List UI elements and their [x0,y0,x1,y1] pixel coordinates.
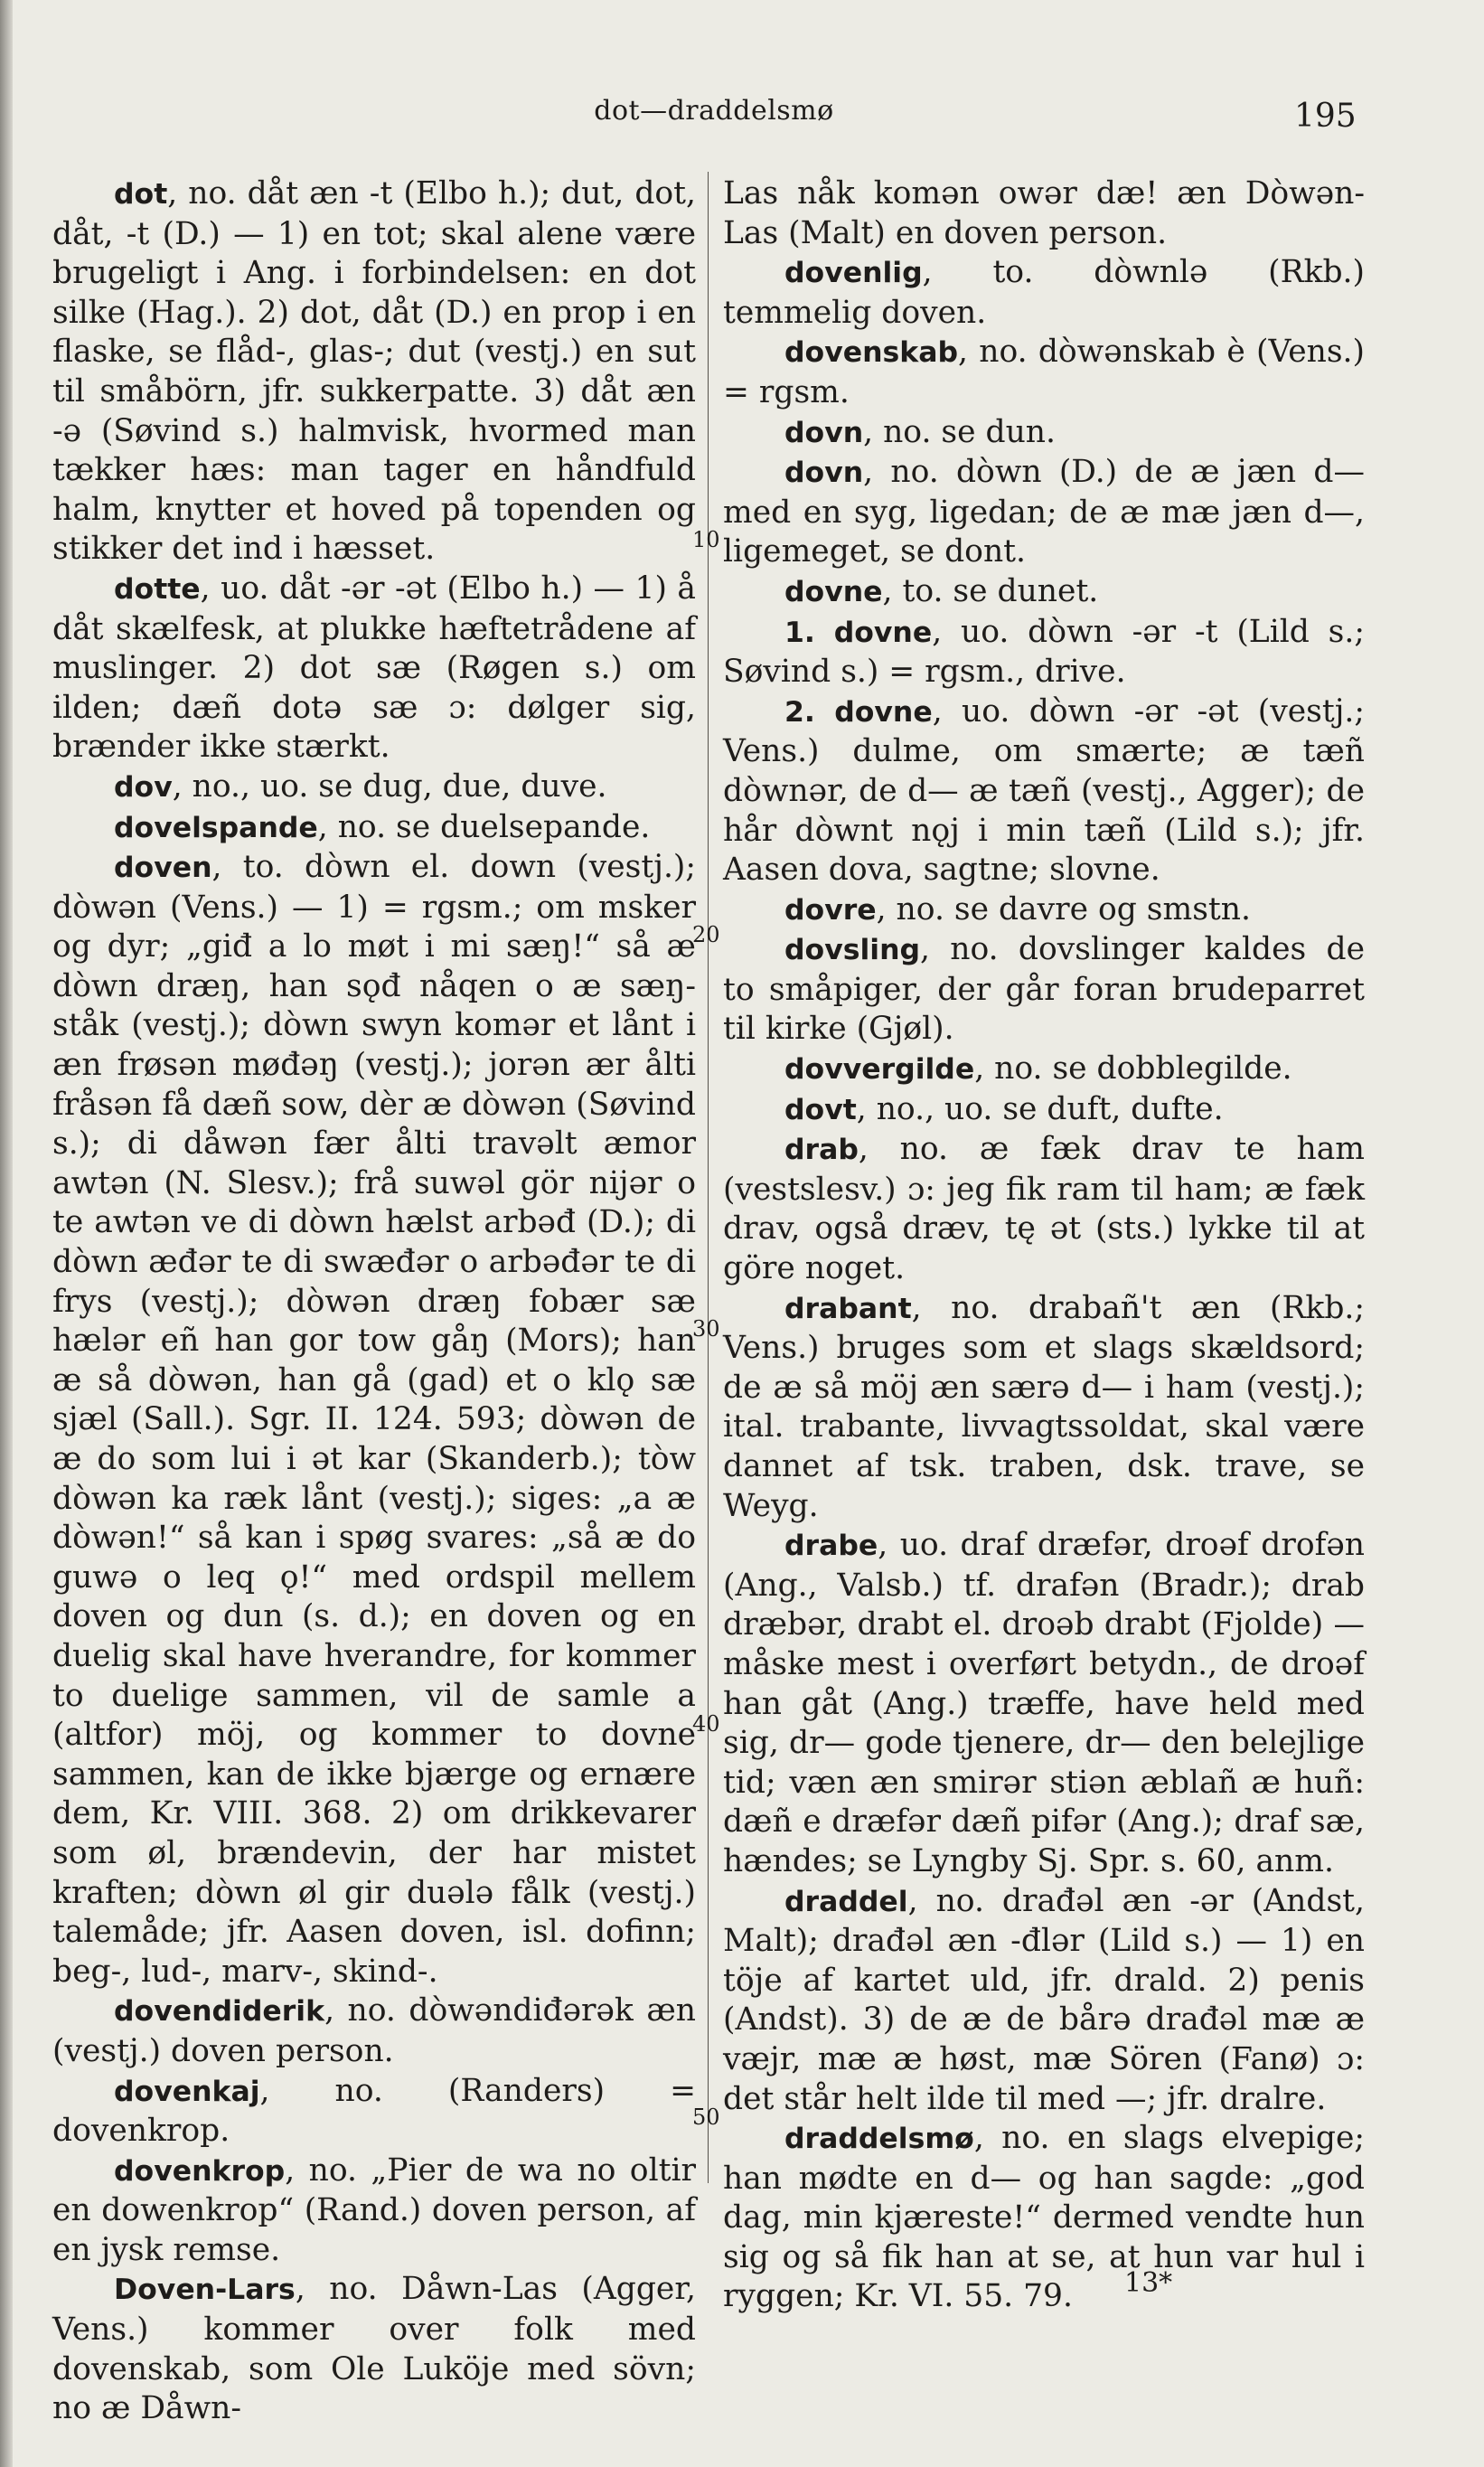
page-number: 195 [1294,98,1357,135]
dictionary-entry [52,2072,696,2152]
dictionary-entry [52,174,696,570]
entry-text: , no. dòwənskab è (Vens.) = rgsm. [723,334,1365,410]
line-number: 10 [692,527,720,552]
entry-text: , no. „Pier de wa no oltir en dowenkrop“ (Rand.) doven person, af en jysk remse. [52,2152,696,2268]
dictionary-entry [723,890,1365,931]
entry-text: , no. se davre og smstn. [876,890,1251,927]
entry-headword: dovsling [784,934,921,967]
entry-text: , uo. draf dræfər, droəf drofən (Ang., Valsb.) tf. drafən (Bradr.); drab dræbər, drabt el. droəb drabt (Fjolde) — måske mest i overført betydn., de droəf han gåt (Ang.) træffe, have held med sig, dr— gode tjenere, dr— den belejlige tid; væn æn smirər stiən æblañ æ huñ: dæñ e dræfər dæñ pifər (Ang.); draf sæ, hændes; se Lyngby Sj. Spr. s. 60, anm. [723,1527,1365,1879]
entry-headword: dovenkaj [114,2075,260,2108]
entry-text: , no. dòwn (D.) de æ jæn d— med en syg, ligedan; de æ mæ jæn d—, ligemeget, se dont. [723,454,1365,570]
dictionary-entry [52,570,696,767]
entry-text: , no. drabañ't æn (Rkb.; Vens.) bruges som et slags skældsord; de æ så möj æn særə d— i ham (vestj.); ital. trabante, livvagtssoldat, skal være dannet af tsk. traben, dsk. trave, se Weyg. [723,1289,1365,1524]
dictionary-entry [52,808,696,849]
entry-text: , to. dòwn el. down (vestj.); dòwən (Vens.) — 1) = rgsm.; om msker og dyr; „giđ a lo møt i mi sæŋ!“ så æ dòwn dræŋ, han sǫđ nåqen o æ sæŋ-ståk (vestj.); dòwn swyn komər et lånt i æn frøsən møđəŋ (vestj.); jorən ær ålti fråsən få dæñ sow, dèr æ dòwən (Søvind s.); di dåwən fær ålti travəlt æmor awtən (N. Slesv.); frå suwəl gör nijər o te awtən ve di dòwn hælst arbəđ (D.); di dòwn æđər te di swæđər o arbəđər te di frys (vestj.); dòwən dræŋ fobær sæ hælər eñ han gor tow gåŋ (Mors); han æ så dòwən, han gå (gad) et o klǫ sæ sjæl (Sall.). Sgr. II. 124. 593; dòwən de æ do som lui i ət kar (Skanderb.); tòw dòwən ka ræk lånt (vestj.); siges: „a æ dòwən!“ så kan i spøg svares: „så æ do guwə o leq ǫ!“ med ordspil mellem doven og dun (s. d.); en doven og en duelig skal have hverandre, for kommer to duelige sammen, vil de samle a (altfor) möj, og kommer to dovne sammen, kan de ikke bjærge og ernære dem, Kr. VIII. 368. 2) om drikkevarer som øl, brændevin, der har mistet kraften; dòwn øl gir duələ fålk (vestj.) talemåde; jfr. Aasen doven, isl. dofinn; beg-, lud-, marv-, skind-. [52,849,696,1990]
entry-text: , no. dòwəndiđərək æn (vestj.) doven person. [52,1992,696,2069]
signature-mark: 13* [1124,2267,1173,2299]
dictionary-entry [52,1991,696,2071]
entry-headword: dovendiderik [114,1995,325,2029]
entry-text: , no. drađəl æn -ər (Andst, Malt); drađəl æn -đlər (Lild s.) — 1) en töje af kartet uld, jfr. drald. 2) penis (Andst). 3) de æ de bårə drađəl mæ æ væjr, mæ æ høst, mæ Sören (Fanø) ɔ: det står helt ilde til med —; jfr. dralre. [723,1882,1365,2117]
dictionary-entry [723,1289,1365,1527]
entry-headword: dovre [784,893,877,927]
dictionary-entry [723,1130,1365,1288]
dictionary-entry [52,2270,696,2428]
entry-text: , no. (Randers) = dovenkrop. [52,2072,696,2150]
entry-headword: dotte [114,572,201,606]
entry-text: , uo. dòwn -ər -ət (vestj.; Vens.) dulme, om smærte; æ tæñ dòwnər, de d— æ tæñ (vestj., Agger); de hår dòwnt nǫj i min tæñ (Lild s.); jfr. Aasen dova, sagtne; slovne. [723,692,1366,889]
dictionary-entry [723,2119,1365,2317]
column-rule [708,172,709,2183]
entry-headword: dovenlig [784,257,923,290]
dictionary-entry [52,767,696,808]
entry-text: , to. se dunet. [882,572,1099,609]
entry-headword: 1. dovne [784,616,933,649]
entry-headword: doven [114,852,212,885]
page-binding-edge [0,0,13,2467]
line-number: 40 [692,1711,720,1737]
dictionary-entry [723,413,1365,454]
entry-text: , no. dovslinger kaldes de to småpiger, der går foran brudeparret til kirke (Gjøl). [723,931,1365,1048]
entry-headword: dovenskab [784,336,959,370]
entry-headword: 2. dovne [784,695,933,729]
dictionary-entry [723,1090,1365,1131]
entry-headword: dovn [784,416,864,449]
entry-text: , no., uo. se dug, due, duve. [172,767,607,805]
dictionary-entry [723,930,1365,1050]
entry-headword: dov [114,770,173,804]
dictionary-entry [52,2152,696,2271]
dictionary-entry [52,848,696,1991]
entry-headword: drab [784,1134,859,1167]
entry-headword: draddelsmø [784,2123,974,2156]
entry-text: Las nåk komən owər dæ! æn Dòwən-Las (Malt) en doven person. [723,175,1365,251]
entry-headword: dot [114,178,168,211]
entry-headword: dovt [784,1093,857,1126]
entry-text: , no. se duelsepande. [317,808,651,845]
right-column [723,174,1365,2317]
dictionary-entry [723,1050,1365,1090]
entry-headword: dovne [784,575,883,608]
entry-headword: drabant [784,1292,912,1325]
entry-headword: dovenkrop [114,2154,286,2188]
line-number: 30 [692,1316,720,1342]
entry-text: , no. dåt æn -t (Elbo h.); dut, dot, dåt, -t (D.) — 1) en tot; skal alene være brugeligt i Ang. i forbindelsen: en dot silke (Hag.). 2) dot, dåt (D.) en prop i en flaske, se flåd-, glas-; dut (vestj.) en sut til småbörn, jfr. sukkerpatte. 3) dåt æn -ə (Søvind s.) halmvisk, hvormed man tækker hæs: man tager en håndfuld halm, knytter et hoved på topenden og stikker det ind i hæsset. [52,175,696,568]
line-number: 50 [692,2104,720,2130]
entry-headword: Doven-Lars [114,2274,296,2307]
dictionary-entry [723,453,1365,572]
left-column [52,174,696,2429]
entry-text: , to. dòwnlə (Rkb.) temmelig doven. [723,254,1365,331]
entry-headword: dovelspande [114,811,318,844]
entry-text: , no. se dun. [863,413,1056,450]
entry-headword: dovvergilde [784,1053,975,1087]
dictionary-entry [723,1526,1365,1881]
entry-text: , uo. dòwn -ər -t (Lild s.; Søvind s.) = rgsm., drive. [723,613,1365,691]
entry-text: , no. en slags elvepige; han mødte en d— og han sagde: „god dag, min kjæreste!“ dermed vendte hun sig og så fik han at se, at hun var hul i ryggen; Kr. VI. 55. 79. [723,2120,1365,2315]
entry-text: , no. Dåwn-Las (Agger, Vens.) kommer over folk med dovenskab, som Ole Luköje med sövn; no æ Dåwn- [52,2271,696,2427]
line-number: 20 [692,922,720,947]
dictionary-entry [723,333,1365,412]
dictionary-entry [723,1882,1365,2120]
dictionary-entry [723,174,1365,253]
entry-text: , no. se dobblegilde. [974,1050,1292,1088]
entry-headword: drabe [784,1530,878,1563]
entry-text: , no., uo. se duft, dufte. [856,1090,1224,1127]
dictionary-entry [723,613,1365,692]
entry-headword: dovn [784,457,864,490]
dictionary-entry [723,572,1365,613]
entry-headword: draddel [784,1885,908,1918]
entry-text: , no. æ fæk drav te ham (vestslesv.) ɔ: jeg fik ram til ham; æ fæk drav, også dræv, tę ət (sts.) lykke til at göre noget. [723,1131,1365,1287]
running-head: dot—draddelsmø [594,95,834,127]
entry-text: , uo. dåt -ər -ət (Elbo h.) — 1) å dåt skælfesk, at plukke hæftetrådene af muslinger. 2) dot sæ (Røgen s.) om ilden; dæñ dotə sæ ɔ: dølger sig, brænder ikke stærkt. [52,570,696,766]
dictionary-entry [723,253,1365,333]
dictionary-entry [723,692,1365,890]
